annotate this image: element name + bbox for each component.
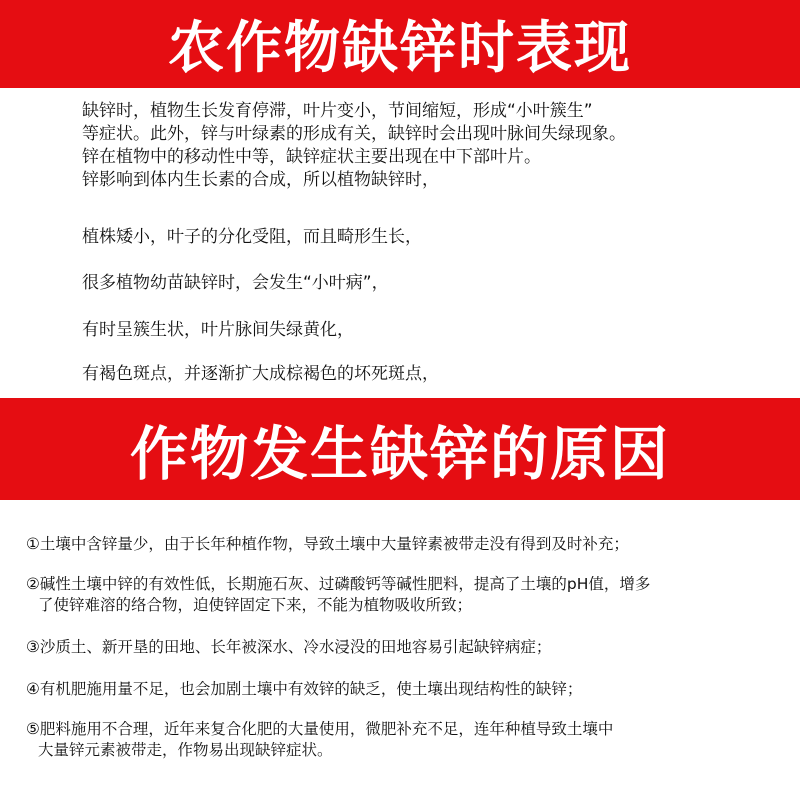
cause-item — [26, 637, 551, 658]
cause-item-line: 大量锌元素被带走，作物易出现缺锌症状。 — [38, 741, 333, 759]
intro-line: 锌影响到体内生长素的合成，所以植物缺锌时， — [82, 170, 439, 190]
section-2-title: 作物发生缺锌的原因 — [0, 398, 800, 500]
symptom-point: 有褐色斑点，并逐渐扩大成棕褐色的坏死斑点， — [82, 364, 439, 384]
symptom-point: 有时呈簇生状，叶片脉间失绿黄化， — [82, 320, 354, 340]
intro-line: 锌在植物中的移动性中等，缺锌症状主要出现在中下部叶片。 — [82, 147, 541, 167]
cause-item-line: ④有机肥施用量不足，也会加剧土壤中有效锌的缺乏，使土壤出现结构性的缺锌； — [26, 680, 583, 698]
cause-item-line: ⑤肥料施用不合理，近年来复合化肥的大量使用，微肥补充不足，连年种植导致土壤中 — [26, 720, 614, 738]
cause-item — [26, 574, 650, 616]
cause-item-line: ①土壤中含锌量少，由于长年种植作物，导致土壤中大量锌素被带走没有得到及时补充； — [26, 535, 629, 553]
cause-item — [26, 534, 629, 555]
cause-item-line: ③沙质土、新开垦的田地、长年被深水、冷水浸没的田地容易引起缺锌病症； — [26, 638, 552, 656]
cause-item-line: 了使锌难溶的络合物，迫使锌固定下来，不能为植物吸收所致； — [38, 596, 473, 614]
cause-item — [26, 719, 613, 761]
section-1-title: 农作物缺锌时表现 — [0, 0, 800, 88]
cause-item-line: ②碱性土壤中锌的有效性低，长期施石灰、过磷酸钙等碱性肥料，提高了土壤的pH值，增多 — [26, 575, 651, 593]
cause-item — [26, 679, 582, 700]
section-1-body — [82, 100, 782, 384]
intro-line: 等症状。此外，锌与叶绿素的形成有关，缺锌时会出现叶脉间失绿现象。 — [82, 124, 626, 144]
intro-line: 缺锌时，植物生长发育停滞，叶片变小，节间缩短，形成“小叶簇生” — [82, 101, 593, 121]
symptom-point: 植株矮小，叶子的分化受阻，而且畸形生长， — [82, 227, 422, 247]
symptom-point: 很多植物幼苗缺锌时，会发生“小叶病”， — [82, 273, 389, 293]
